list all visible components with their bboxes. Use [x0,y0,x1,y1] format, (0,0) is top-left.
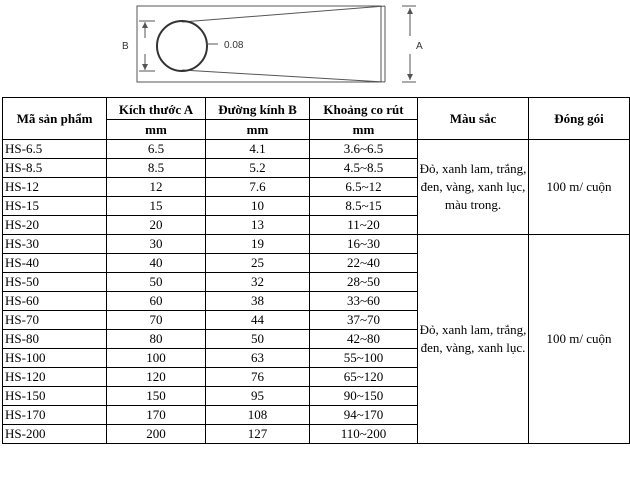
cell-shrink-range: 110~200 [310,425,418,444]
cell-diameter-b: 63 [206,349,310,368]
cell-code: HS-70 [3,311,107,330]
cell-code: HS-50 [3,273,107,292]
cell-shrink-range: 33~60 [310,292,418,311]
cell-shrink-range: 90~150 [310,387,418,406]
cell-diameter-b: 38 [206,292,310,311]
cell-diameter-b: 19 [206,235,310,254]
cell-code: HS-100 [3,349,107,368]
cell-size-a: 50 [107,273,206,292]
cell-code: HS-15 [3,197,107,216]
cell-diameter-b: 44 [206,311,310,330]
cell-diameter-b: 127 [206,425,310,444]
cell-shrink-range: 4.5~8.5 [310,159,418,178]
cell-size-a: 70 [107,311,206,330]
cell-code: HS-150 [3,387,107,406]
cell-size-a: 120 [107,368,206,387]
cell-size-a: 60 [107,292,206,311]
cell-code: HS-20 [3,216,107,235]
cell-code: HS-40 [3,254,107,273]
cell-color-group2: Đỏ, xanh lam, trắng, đen, vàng, xanh lục. [418,235,529,444]
cell-code: HS-200 [3,425,107,444]
label-thickness: 0.08 [224,40,244,51]
cell-shrink-range: 16~30 [310,235,418,254]
cell-shrink-range: 65~120 [310,368,418,387]
label-a: A [416,41,423,52]
cell-color-group1: Đỏ, xanh lam, trắng, đen, vàng, xanh lục, màu trong. [418,140,529,235]
cell-shrink-range: 11~20 [310,216,418,235]
cell-shrink-range: 8.5~15 [310,197,418,216]
cell-diameter-b: 25 [206,254,310,273]
header-diameter-b: Đường kính B [206,98,310,120]
cell-shrink-range: 55~100 [310,349,418,368]
unit-diameter-b: mm [206,120,310,140]
cell-diameter-b: 4.1 [206,140,310,159]
cell-diameter-b: 108 [206,406,310,425]
cell-shrink-range: 3.6~6.5 [310,140,418,159]
product-spec-table [2,97,630,444]
cell-diameter-b: 95 [206,387,310,406]
cell-size-a: 200 [107,425,206,444]
cell-diameter-b: 13 [206,216,310,235]
cell-diameter-b: 50 [206,330,310,349]
cell-diameter-b: 32 [206,273,310,292]
cell-code: HS-80 [3,330,107,349]
cell-size-a: 20 [107,216,206,235]
cell-size-a: 12 [107,178,206,197]
cell-size-a: 150 [107,387,206,406]
cell-diameter-b: 7.6 [206,178,310,197]
label-b: B [122,41,129,52]
cell-size-a: 100 [107,349,206,368]
cell-size-a: 15 [107,197,206,216]
cell-diameter-b: 10 [206,197,310,216]
cell-size-a: 40 [107,254,206,273]
cell-diameter-b: 76 [206,368,310,387]
cell-code: HS-60 [3,292,107,311]
table-row [3,140,630,159]
cell-code: HS-170 [3,406,107,425]
header-shrink-range: Khoảng co rút [310,98,418,120]
header-size-a: Kích thước A [107,98,206,120]
cell-shrink-range: 42~80 [310,330,418,349]
header-color: Màu sắc [418,98,529,140]
cell-shrink-range: 22~40 [310,254,418,273]
cell-code: HS-8.5 [3,159,107,178]
cell-packing-group2: 100 m/ cuộn [529,235,630,444]
cell-code: HS-120 [3,368,107,387]
cell-size-a: 80 [107,330,206,349]
table-row [3,235,630,254]
header-packing: Đóng gói [529,98,630,140]
cell-size-a: 6.5 [107,140,206,159]
cell-size-a: 30 [107,235,206,254]
heat-shrink-diagram [0,0,630,96]
cell-diameter-b: 5.2 [206,159,310,178]
cell-code: HS-30 [3,235,107,254]
cell-shrink-range: 28~50 [310,273,418,292]
cell-code: HS-6.5 [3,140,107,159]
cell-code: HS-12 [3,178,107,197]
cell-size-a: 170 [107,406,206,425]
unit-size-a: mm [107,120,206,140]
cell-size-a: 8.5 [107,159,206,178]
cell-packing-group1: 100 m/ cuộn [529,140,630,235]
cell-shrink-range: 37~70 [310,311,418,330]
cell-shrink-range: 94~170 [310,406,418,425]
unit-shrink-range: mm [310,120,418,140]
header-product-code: Mã sản phẩm [3,98,107,140]
cell-shrink-range: 6.5~12 [310,178,418,197]
